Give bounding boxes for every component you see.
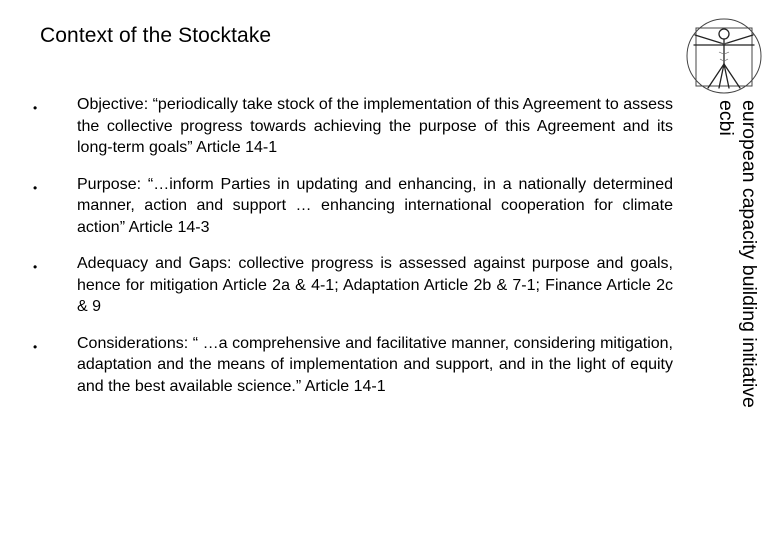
- vitruvian-man-icon: [684, 12, 764, 100]
- bullet-marker: •: [33, 101, 38, 115]
- slide-title: Context of the Stocktake: [40, 24, 272, 47]
- bullet-item-objective: [0, 94, 700, 159]
- bullet-item-considerations: [0, 333, 700, 398]
- bullet-text: Purpose: “…inform Parties in updating and enhancing, in a nationally determined manner, action and support … enhancing international cooperation for climate action” Article 14-3: [77, 175, 673, 236]
- ecbi-branding-text: [696, 100, 760, 518]
- bullet-text: Objective: “periodically take stock of the implementation of this Agreement to assess the collective progress towards achieving the purpose of this Agreement and its long-term goals” Article 14-1: [77, 96, 673, 156]
- bullet-item-purpose: [0, 174, 700, 239]
- bullet-text: Considerations: “ …a comprehensive and facilitative manner, considering mitigation, adaptation and the means of implementation and support, and in the light of equity and the best available science.” Article 14-1: [77, 334, 673, 395]
- bullet-item-adequacy: [0, 253, 700, 318]
- bullet-list: [0, 94, 700, 412]
- bullet-marker: •: [33, 339, 38, 354]
- branding-acronym: ecbi: [715, 100, 737, 136]
- bullet-marker: •: [33, 260, 38, 274]
- bullet-marker: •: [33, 180, 38, 195]
- bullet-text: Adequacy and Gaps: collective progress is assessed against purpose and goals, hence for mitigation Article 2a & 4-1; Adaptation Article 2b & 7-1; Finance Article 2c & 9: [77, 255, 673, 315]
- branding-name: european capacity building initiative: [738, 100, 760, 408]
